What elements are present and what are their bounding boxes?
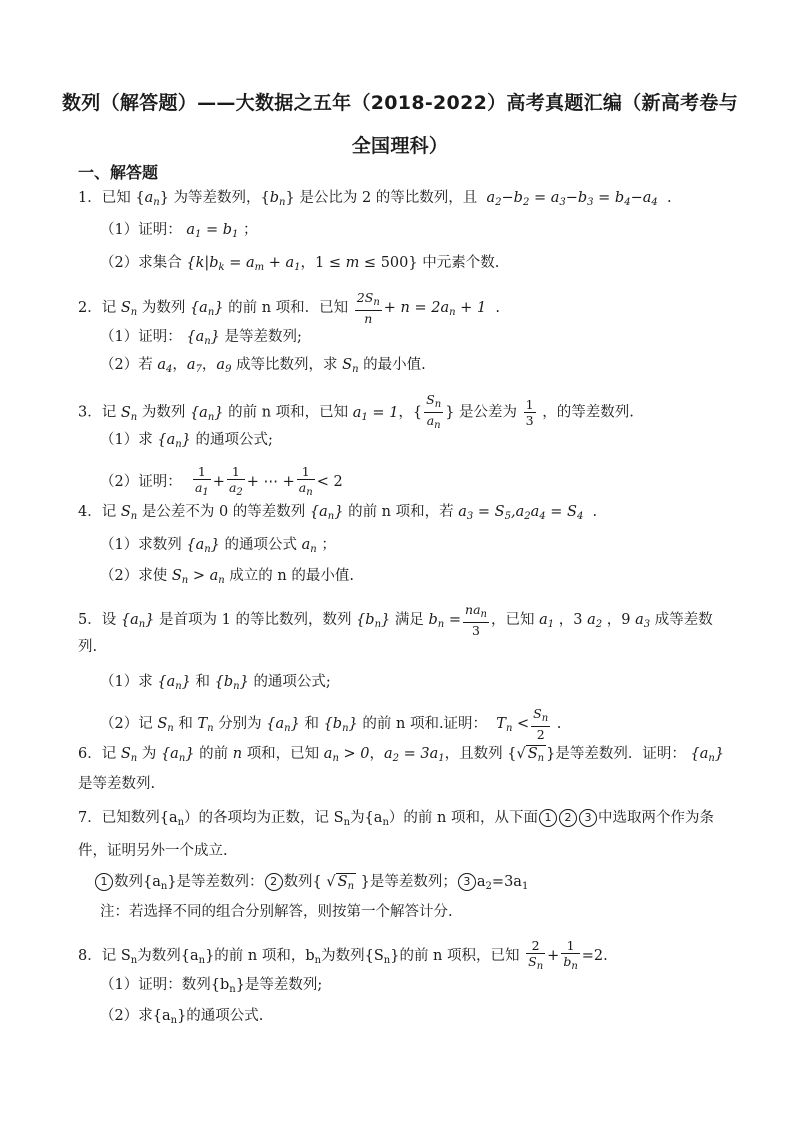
document-title-line2: 全国理科） [351, 135, 449, 157]
problem-3-part-1: （1）求 $\{a_n\}$ 的通项公式; [100, 432, 273, 450]
problem-6-stem: 6．记 $S_n$ 为 $\{a_n\}$ 的前 n 项和，已知 $a_n > 0$，$a_2 = 3a_1$，且数列 {√ $S_n$ }是等差数列．证明： $\{a_n\}$ [78, 746, 725, 764]
problem-7-stem-cont: 件，证明另外一个成立. [78, 843, 228, 859]
problem-1-part-2: （2）求集合 {$k|b_k = a_m + a_1$，1 ≤ m ≤ 500} 中元素个数. [100, 255, 500, 273]
problem-3-stem: 3．记 $S_n$ 为数列 $\{a_n\}$ 的前 n 项和，已知 $a_1 = 1$，{ $\frac{S_n}{a_n}$ } 是公差为 $\frac{1}{3}$ ，的等差数列. [78, 392, 634, 431]
problem-6-stem-cont: 是等差数列. [78, 776, 156, 792]
section-heading: 一、解答题 [78, 163, 159, 182]
circled-number-2: 2 [559, 809, 577, 827]
problem-8-stem: 8．记 $S_n$为数列$\{a_n\}$的前 n 项和，$b_n$为数列$\{S_n\}$的前 n 项积，已知 $\frac{2}{S_n}$ + $\frac{1}{b_n}$ =2. [78, 938, 608, 972]
problem-7-note: 注：若选择不同的组合分别解答，则按第一个解答计分. [100, 904, 453, 920]
problem-5-part-2: （2）记 $S_n$ 和 $T_n$ 分别为 $\{a_n\}$ 和 $\{b_n\}$ 的前 n 项和.证明： $T_n$ < $\frac{S_n}{2}$ . [100, 706, 562, 742]
circled-number-1: 1 [539, 809, 557, 827]
problem-2-part-1: （1）证明： $\{a_n\}$ 是等差数列; [100, 329, 302, 347]
problem-5-part-1: （1）求 $\{a_n\}$ 和 $\{b_n\}$ 的通项公式; [100, 674, 331, 692]
problem-4-part-1: （1）求数列 $\{a_n\}$ 的通项公式 $a_n$ ； [100, 537, 336, 555]
problem-3-part-2: （2）证明： $\frac{1}{a_1}$ + $\frac{1}{a_2}$ + ⋯ + $\frac{1}{a_n}$ < 2 [100, 464, 343, 498]
problem-1-stem: 1．已知 $\{a_n\}$ 为等差数列，$\{b_n\}$ 是公比为 2 的等比数列，且 $a_2-b_2 = a_3-b_3 = b_4-a_4$ . [78, 190, 672, 208]
problem-2-part-2: （2）若 $a_4$，$a_7$，$a_9$ 成等比数列，求 $S_n$ 的最小值. [100, 357, 426, 375]
circled-number-3: 3 [579, 809, 597, 827]
problem-8-part-1: （1）证明：数列$\{b_n\}$是等差数列; [100, 977, 323, 995]
document-title-line1: 数列（解答题）——大数据之五年（2018-2022）高考真题汇编（新高考卷与 [61, 92, 739, 114]
problem-4-stem: 4．记 $S_n$ 是公差不为 0 的等差数列 $\{a_n\}$ 的前 n 项和，若 $a_3 = S_5,a_2a_4 = S_4$ . [78, 504, 598, 522]
problem-5-stem-cont: 列. [78, 639, 98, 655]
problem-5-stem: 5．设 $\{a_n\}$ 是首项为 1 的等比数列，数列 $\{b_n\}$ 满足 $b_n$ = $\frac{na_n}{3}$ ，已知 $a_1$ ，3 $a_2$ ，9 $a_3$ 成等差数 [78, 602, 713, 638]
problem-1-part-1: （1）证明： $a_1 = b_1$ ； [100, 222, 258, 240]
problem-7-stem: 7．已知数列$\{a_n)$的各项均为正数，记 $S_n$为$\{a_n)$的前 n 项和，从下面 1 2 3 中选取两个作为条 [78, 810, 714, 828]
problem-8-part-2: （2）求$\{a_n\}$的通项公式. [100, 1008, 264, 1026]
problem-7-conditions: 1 数列$\{a_n\}$是等差数列： 2 数列{ √ $S_n$ }是等差数列； 3 $a_2=3a_1$ [94, 872, 528, 897]
problem-2-stem: 2．记 $S_n$ 为数列 $\{a_n\}$ 的前 n 项和．已知 $\frac{2S_n}{n}$ + $n = 2a_n + 1$ . [78, 290, 500, 326]
problem-4-part-2: （2）求使 $S_n > a_n$ 成立的 n 的最小值. [100, 568, 354, 586]
